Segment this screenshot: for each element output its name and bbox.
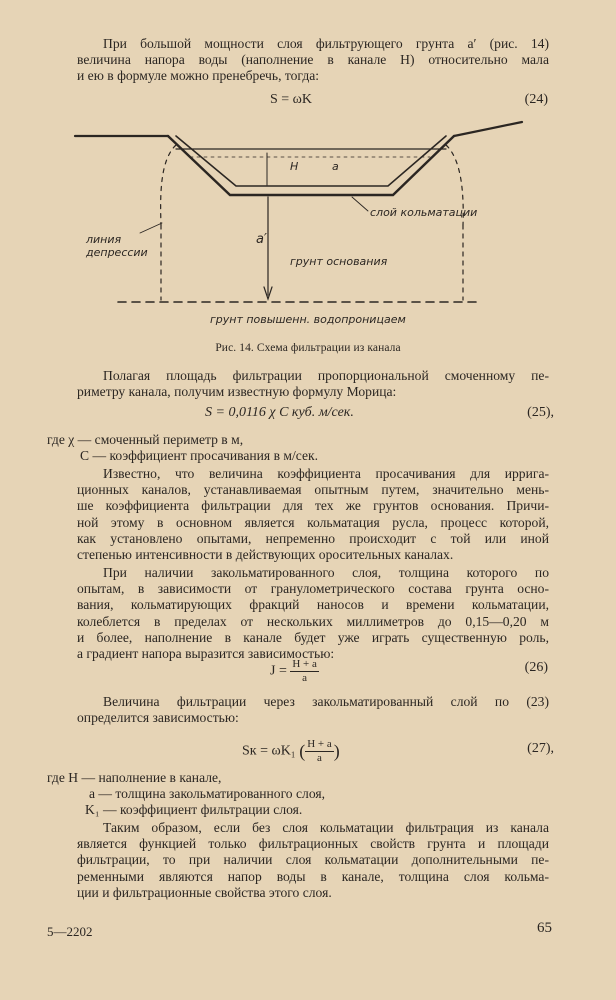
paren-close: ) bbox=[333, 741, 340, 761]
text-line: При большой мощности слоя фильтрующего грунта a′ (рис. 14) bbox=[103, 36, 549, 51]
printer-signature: 5—2202 bbox=[47, 924, 93, 939]
text-line: и более, наполнение в канале будет уже играть существенную роль, bbox=[77, 629, 549, 645]
fraction bbox=[305, 738, 334, 765]
label-base-soil: грунт основания bbox=[290, 255, 388, 268]
formula-number: (26) bbox=[524, 660, 548, 675]
text-line: ной этому в основном является кольматация русла, процесс которой, bbox=[77, 514, 549, 530]
formula-26 bbox=[0, 655, 616, 689]
text-line: риметру канала, получим известную формулу Морица: bbox=[77, 384, 397, 400]
paragraph-clogged-layer bbox=[77, 565, 549, 662]
formula-number: (27), bbox=[527, 741, 554, 756]
definition-line: a — толщина закольматированного слоя, bbox=[89, 786, 326, 801]
canal-filtration-diagram bbox=[0, 115, 616, 340]
label-clogging-layer: слой кольматации bbox=[370, 206, 478, 219]
text-line: колеблется в пределах от нескольких миллиметров до 0,15—0,20 м bbox=[77, 613, 549, 629]
label-permeable-soil: грунт повышенн. водопроницаем bbox=[210, 313, 406, 326]
paragraph-coefficient bbox=[77, 466, 549, 563]
text-line: Известно, что величина коэффициента просачивания для ирригa- bbox=[103, 466, 549, 481]
label-depression-2: депрессии bbox=[86, 246, 148, 259]
text-line: опытам, в зависимости от гранулометрического состава грунта осно- bbox=[77, 581, 549, 597]
fraction bbox=[290, 658, 319, 685]
formula-expression bbox=[242, 738, 340, 765]
text-line: и ею в формуле можно пренебречь, тогда: bbox=[77, 68, 320, 84]
definition-line: где H — наполнение в канале, bbox=[47, 770, 222, 785]
text-line: а градиент напора выразится зависимостью: bbox=[77, 646, 335, 662]
text-line: величина напора воды (наполнение в канале H) относительно мала bbox=[77, 52, 549, 68]
definition-line: где χ — смоченный периметр в м, bbox=[47, 432, 244, 447]
formula-lhs: Sк = ωK₁ bbox=[242, 743, 296, 759]
page-number: 65 bbox=[537, 920, 552, 936]
text-line: Величина фильтрации через закольматированный слой по (23) bbox=[103, 694, 549, 709]
formula-expression bbox=[270, 658, 319, 685]
paren-open: ( bbox=[299, 741, 306, 761]
formula-lhs: J = bbox=[270, 663, 287, 679]
fraction-denominator: a bbox=[302, 672, 308, 684]
fraction-numerator: H + a bbox=[292, 658, 317, 670]
text-line: ше коэффициента фильтрации для тех же грунтов основания. Причи- bbox=[77, 498, 549, 514]
text-line: При наличии закольматированного слоя, толщина которого по bbox=[103, 565, 549, 580]
text-line: Полагая площадь фильтрации пропорциональной смоченному пе- bbox=[103, 368, 549, 383]
definitions-27 bbox=[47, 770, 547, 818]
label-H: H bbox=[290, 160, 299, 173]
paragraph-intro bbox=[77, 36, 549, 85]
text-line: фильтрации, то при наличии слоя кольматации дополнительными пе- bbox=[77, 852, 549, 868]
text-line: степенью интенсивности в действующих оросительных каналах. bbox=[77, 547, 454, 563]
label-a-prime: a′ bbox=[256, 232, 267, 247]
formula-27 bbox=[0, 735, 616, 769]
definition-line: С — коэффициент просачивания в м/сек. bbox=[80, 448, 319, 463]
definitions-25 bbox=[47, 432, 547, 464]
definition-line: K₁ — коэффициент фильтрации слоя. bbox=[85, 802, 303, 817]
text-line: ции и фильтрационные свойства этого слоя. bbox=[77, 884, 332, 900]
label-depression-1: линия bbox=[86, 233, 122, 246]
fraction-numerator: H + a bbox=[307, 738, 332, 750]
label-a: a bbox=[332, 160, 339, 173]
text-line: Таким образом, если без слоя кольматации фильтрация из канала bbox=[103, 820, 549, 835]
formula-expression: S = ωK bbox=[270, 92, 313, 107]
figure-caption: Рис. 14. Схема фильтрации из канала bbox=[215, 342, 401, 354]
formula-expression: S = 0,0116 χ C куб. м/сек. bbox=[205, 405, 354, 420]
text-line: ционных каналов, устанавливаемая опытным путем, значительно мень- bbox=[77, 482, 549, 498]
paragraph-conclusion bbox=[77, 820, 549, 901]
formula-number: (24) bbox=[524, 92, 548, 107]
text-line: является функцией только фильтрационных свойств грунта и площади bbox=[77, 836, 549, 852]
text-line: ременными являются напор воды в канале, толщина слоя кольма- bbox=[77, 868, 549, 884]
text-line: как установлено опытами, непременно происходит с той или иной bbox=[77, 530, 549, 546]
fraction-denominator: a bbox=[317, 752, 322, 764]
text-line: определится зависимостью: bbox=[77, 710, 239, 726]
paragraph-moritz bbox=[77, 368, 549, 400]
text-line: вания, кольматирующих фракций наносов и времени кольматации, bbox=[77, 597, 549, 613]
formula-number: (25), bbox=[527, 405, 554, 420]
paragraph-filtration-through-layer bbox=[77, 694, 549, 726]
